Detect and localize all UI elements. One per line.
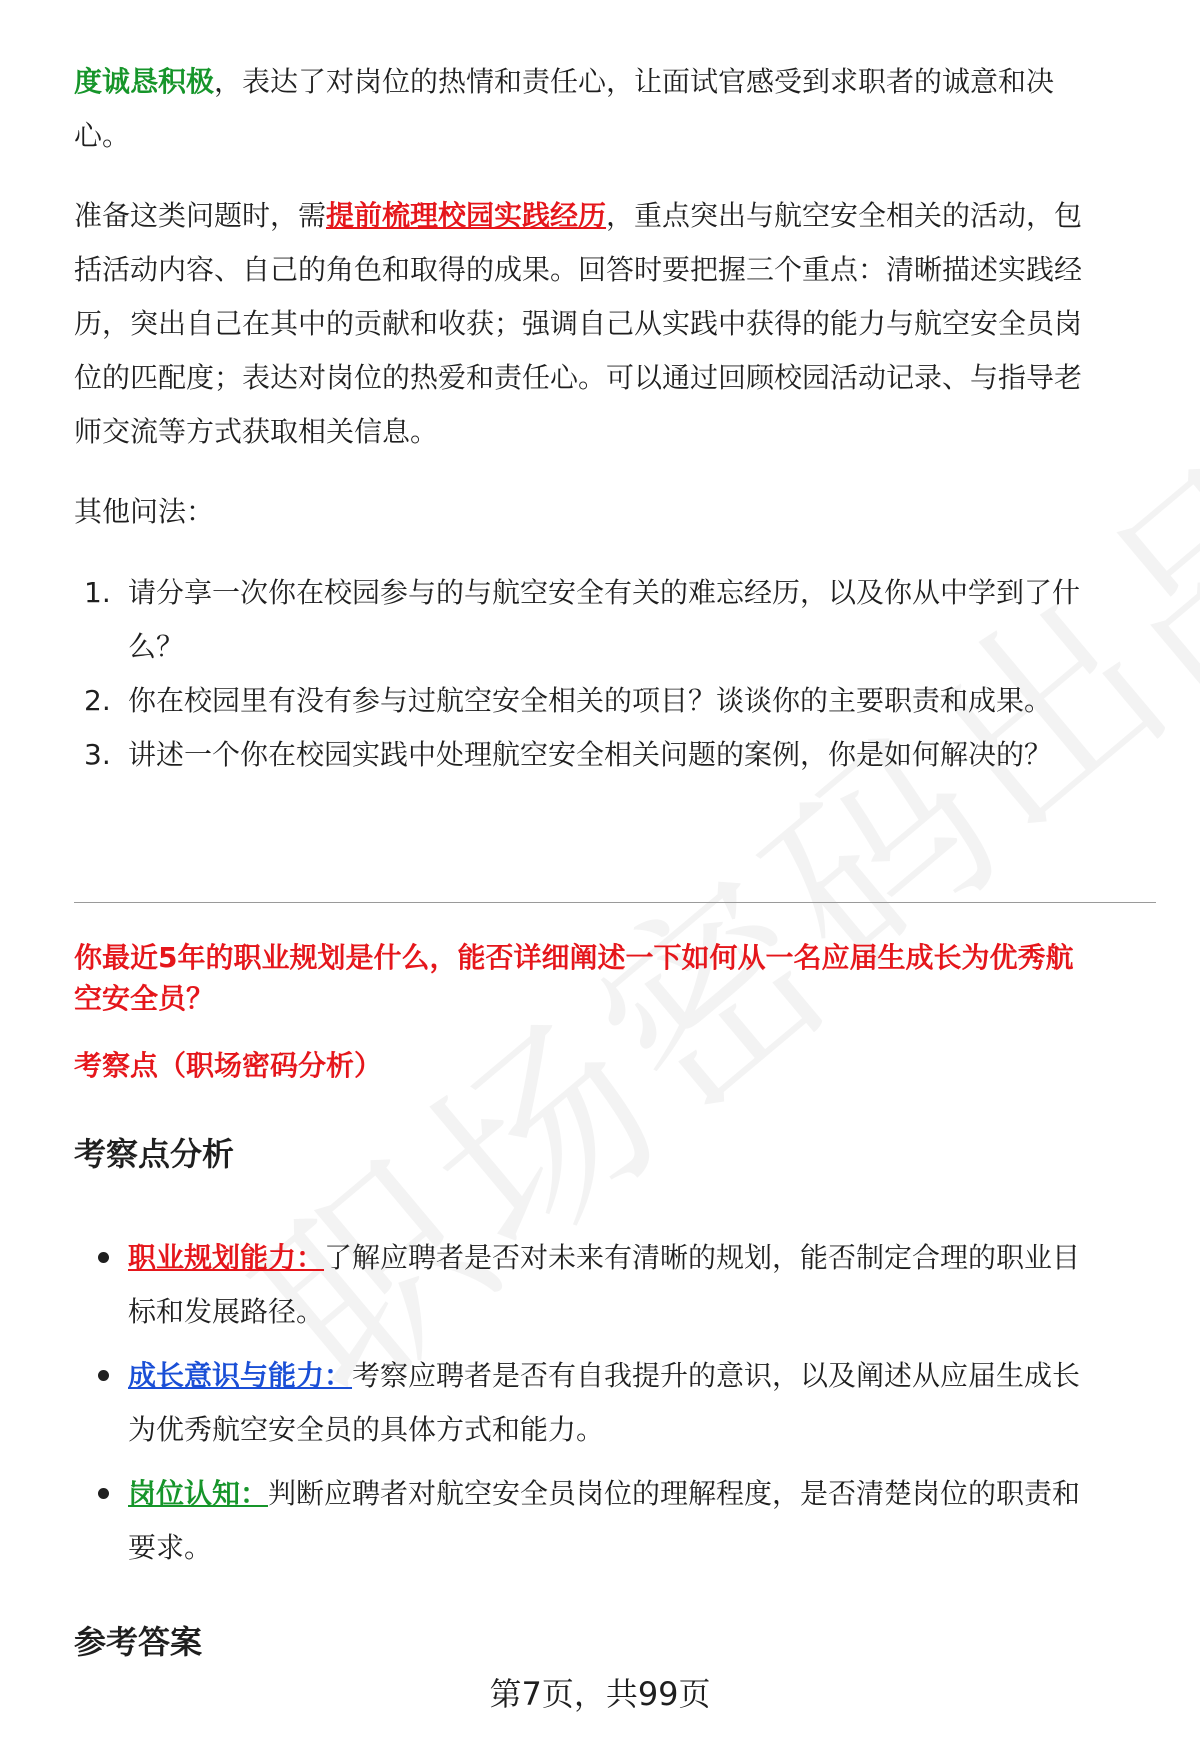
- analysis-item: [128, 1464, 1158, 1523]
- question-line1: 你最近5年的职业规划是什么，能否详细阐述一下如何从一名应届生成长为优秀航: [74, 941, 1074, 974]
- analysis-item-text: 判断应聘者对航空安全员岗位的理解程度，是否清楚岗位的职责和: [268, 1477, 1081, 1510]
- section-divider: [74, 902, 1156, 903]
- list-number: 3.: [84, 738, 111, 771]
- highlight-prepare: 提前梳理校园实践经历: [326, 199, 607, 232]
- paragraph-prepare-prefix: 准备这类问题时，需: [74, 199, 327, 232]
- paragraph-prepare-line3: 历，突出自己在其中的贡献和收获；强调自己从实践中获得的能力与航空安全员岗: [74, 307, 1083, 340]
- analysis-item-text: 考察应聘者是否有自我提升的意识，以及阐述从应届生成长: [352, 1359, 1081, 1392]
- bullet-icon: [98, 1488, 109, 1499]
- analysis-item: [128, 1228, 1158, 1287]
- check-point-label: 考察点（职场密码分析）: [74, 1049, 383, 1082]
- paragraph-attitude-end: 心。: [74, 119, 131, 152]
- analysis-item-text: 了解应聘者是否对未来有清晰的规划，能否制定合理的职业目: [324, 1241, 1081, 1274]
- highlight-attitude: 度诚恳积极: [74, 65, 215, 98]
- bullet-icon: [98, 1252, 109, 1263]
- answer-heading: 参考答案: [74, 1623, 203, 1661]
- paragraph-attitude-line1: ，表达了对岗位的热情和责任心，让面试官感受到求职者的诚意和决: [214, 65, 1055, 98]
- paragraph-prepare-line1: ，重点突出与航空安全相关的活动，包: [606, 199, 1083, 232]
- list-item: 你在校园里有没有参与过航空安全相关的项目？谈谈你的主要职责和成果。: [128, 684, 1053, 717]
- other-questions-label: 其他问法：: [74, 495, 215, 528]
- list-item-continued: 么？: [128, 630, 185, 663]
- analysis-item-continued: 要求。: [128, 1531, 213, 1564]
- analysis-heading: 考察点分析: [74, 1135, 235, 1173]
- paragraph-prepare-line2: 括活动内容、自己的角色和取得的成果。回答时要把握三个重点：清晰描述实践经: [74, 253, 1083, 286]
- analysis-item-continued: 标和发展路径。: [128, 1295, 325, 1328]
- analysis-item: [128, 1346, 1158, 1405]
- paragraph-attitude: [74, 52, 1154, 111]
- paragraph-prepare: [74, 186, 1154, 245]
- analysis-item-label: 成长意识与能力：: [128, 1359, 353, 1392]
- list-number: 2.: [84, 684, 111, 717]
- question-line2: 空安全员？: [74, 982, 215, 1015]
- analysis-item-label: 职业规划能力：: [128, 1241, 325, 1274]
- analysis-item-continued: 为优秀航空安全员的具体方式和能力。: [128, 1413, 605, 1446]
- list-number: 1.: [84, 576, 111, 609]
- page-footer: 第7页，共99页: [489, 1675, 711, 1713]
- paragraph-prepare-line5: 师交流等方式获取相关信息。: [74, 415, 439, 448]
- bullet-icon: [98, 1370, 109, 1381]
- list-item: 请分享一次你在校园参与的与航空安全有关的难忘经历，以及你从中学到了什: [128, 576, 1081, 609]
- paragraph-prepare-line4: 位的匹配度；表达对岗位的热爱和责任心。可以通过回顾校园活动记录、与指导老: [74, 361, 1083, 394]
- analysis-item-label: 岗位认知：: [128, 1477, 269, 1510]
- list-item: 讲述一个你在校园实践中处理航空安全相关问题的案例，你是如何解决的？: [128, 738, 1053, 771]
